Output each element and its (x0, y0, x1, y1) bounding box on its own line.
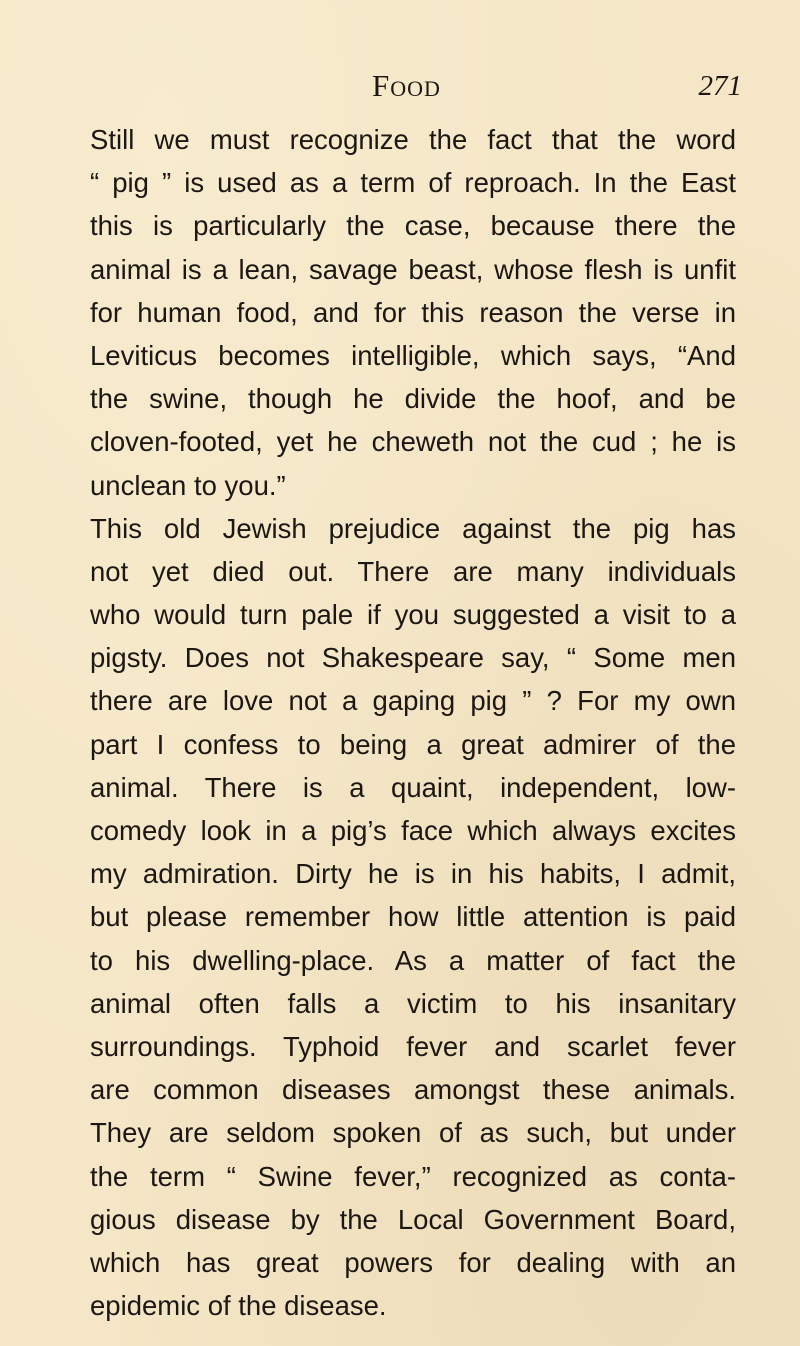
running-title: Food (372, 68, 441, 103)
text-line: but please remember how little attention is paid (90, 901, 736, 933)
paragraph (90, 507, 736, 1328)
text-line: cloven-footed, yet he cheweth not the cud ; he is (90, 426, 736, 458)
text-line: They are seldom spoken of as such, but under (90, 1117, 736, 1149)
page-number: 271 (698, 70, 742, 102)
text-line: are common diseases amongst these animals. (90, 1074, 736, 1106)
text-line: animal is a lean, savage beast, whose flesh is unfit (90, 253, 736, 285)
text-line: which has great powers for dealing with an (90, 1246, 736, 1278)
text-line: part I confess to being a great admirer of the (90, 728, 736, 760)
text-line: who would turn pale if you suggested a visit to a (90, 599, 736, 631)
text-line: epidemic of the disease. (90, 1290, 387, 1322)
running-head (92, 68, 742, 108)
text-line: this is particularly the case, because there the (90, 210, 736, 242)
body-text (90, 118, 736, 1327)
text-line: unclean to you.” (90, 469, 286, 501)
text-line: Still we must recognize the fact that the word (90, 124, 736, 155)
text-line: Leviticus becomes intelligible, which says, “And (90, 339, 736, 371)
text-line: pigsty. Does not Shakespeare say, “ Some men (90, 642, 736, 674)
text-line: for human food, and for this reason the verse in (90, 296, 736, 328)
text-line: the term “ Swine fever,” recognized as conta- (90, 1160, 736, 1192)
text-line: “ pig ” is used as a term of reproach. In the East (90, 167, 736, 199)
text-line: comedy look in a pig’s face which always excites (90, 815, 736, 846)
text-line: my admiration. Dirty he is in his habits, I admit, (90, 858, 736, 890)
text-line: not yet died out. There are many individuals (90, 555, 736, 587)
text-line: animal often falls a victim to his insanitary (90, 987, 736, 1019)
text-line: gious disease by the Local Government Board, (90, 1203, 736, 1235)
text-line: This old Jewish prejudice against the pig has (90, 512, 736, 544)
text-line: surroundings. Typhoid fever and scarlet fever (90, 1030, 736, 1062)
text-line: animal. There is a quaint, independent, low- (90, 771, 736, 803)
text-line: the swine, though he divide the hoof, and be (90, 383, 736, 415)
text-line: to his dwelling-place. As a matter of fact the (90, 944, 736, 976)
text-line: there are love not a gaping pig ” ? For my own (90, 685, 736, 717)
paragraph (90, 118, 736, 507)
